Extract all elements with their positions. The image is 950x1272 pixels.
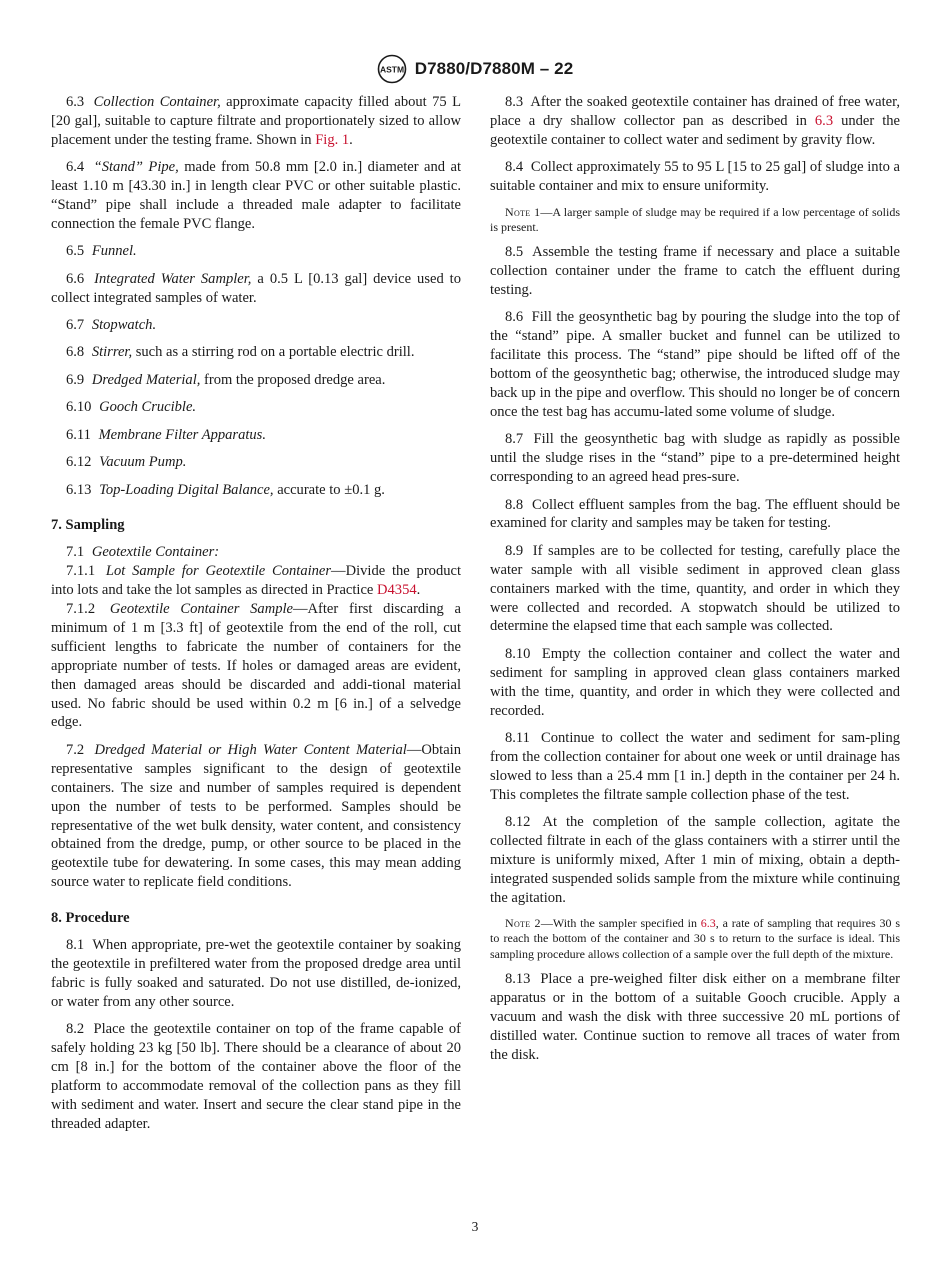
document-designation: D7880/D7880M – 22 — [414, 59, 574, 78]
section-7-1-1: 7.1.1 Lot Sample for Geotextile Container—Divide the product into lots and take the lot samples as directed in Practice D4354. — [51, 563, 461, 599]
fig-1-link[interactable]: Fig. 1 — [315, 131, 350, 148]
section-heading-procedure: 8. Procedure — [51, 910, 130, 927]
logo-text: ASTM — [379, 64, 404, 75]
astm-logo-icon — [377, 54, 407, 84]
section-6-3: 6.3 Collection Container, approximate capacity filled about 75 L [20 gal], suitable to capture filtrate and proportionately sized to allow placement under the testing frame. Shown in Fig. 1. — [51, 94, 462, 148]
section-8-8: 8.8 Collect effluent samples from the bag. The effluent should be examined for clarity and samples may be taken for testing. — [490, 496, 900, 532]
section-7-1: 7.1 Geotextile Container: — [66, 544, 220, 561]
section-6-11: 6.11 Membrane Filter Apparatus. — [66, 426, 266, 443]
section-8-1: 8.1 When appropriate, pre-wet the geotextile container by soaking the geotextile in prefiltered water from the proposed dredge area until fabric is fully soaked and saturated. Do not use distilled, de-ionized, or water from any other source. — [51, 937, 462, 1010]
page-number: 3 — [471, 1219, 479, 1234]
section-heading-sampling: 7. Sampling — [51, 517, 125, 534]
section-6-13: 6.13 Top-Loading Digital Balance, accurate to ±0.1 g. — [66, 481, 385, 498]
section-6-6: 6.6 Integrated Water Sampler, a 0.5 L [0.13 gal] device used to collect integrated samples of water. — [51, 270, 461, 306]
section-6-7: 6.7 Stopwatch. — [66, 317, 157, 334]
page-header — [0, 52, 950, 86]
note-2-section-6-3-link[interactable]: 6.3 — [700, 916, 716, 931]
section-8-10: 8.10 Empty the collection container and collect the water and sediment for sampling in approved clean glass containers marked with the time, quantity, and order in which they were collected and recorded. — [490, 645, 900, 719]
right-column — [490, 93, 900, 1073]
section-6-4: 6.4 “Stand” Pipe, made from 50.8 mm [2.0 in.] diameter and at least 1.10 m [43.30 in.] in length clear PVC or other suitable plastic. “Stand” pipe shall include a threaded male adapter to facilitate connection the female PVC flange. — [51, 159, 461, 232]
section-8-7: 8.7 Fill the geosynthetic bag with sludge as rapidly as possible until the sludge rises in the “stand” pipe to a pre-determined height corresponding to an agreed head pres-sure. — [490, 431, 900, 486]
section-8-4: 8.4 Collect approximately 55 to 95 L [15 to 25 gal] of sludge into a suitable container and mix to ensure uniformity. — [490, 159, 900, 195]
left-column — [51, 93, 461, 1142]
section-8-6: 8.6 Fill the geosynthetic bag by pouring the sludge into the top of the “stand” pipe. A smaller bucket and funnel can be utilized to facilitate this process. The “stand” pipe should be lifted off of the bottom of the geosynthetic bag; otherwise, the introduced sludge may back up in the pipe and overflow. This should no longer be of concern once the test bag has accumu-lated some volume of sludge. — [490, 309, 900, 420]
section-8-12: 8.12 At the completion of the sample collection, agitate the collected filtrate in each of the glass containers with a stirrer until the mixture is uniformly mixed, After 1 min of mixing, obtain a depth-integrated suspended solids sample from the mixture while continuing the agitation. — [490, 814, 900, 906]
section-6-3-link[interactable]: 6.3 — [814, 112, 834, 129]
section-8-3: 8.3 After the soaked geotextile container has drained of free water, place a dry shallow collector pan as described in 6.3 under the geotextile container to collect water and sediment by gravity flow. — [490, 94, 901, 148]
section-8-11: 8.11 Continue to collect the water and sediment for sam-pling from the collection container for about one week or until drainage has slowed to less than a 25.4 mm [1 in.] depth in the container per 24 h. This completes the filtrate sample collection phase of the test. — [490, 729, 900, 803]
section-6-9: 6.9 Dredged Material, from the proposed dredge area. — [66, 371, 386, 388]
section-8-9: 8.9 If samples are to be collected for testing, carefully place the water sample with all visible sediment in approved clean glass containers marked with the time, quantity, and order in which they were collected and recorded. A stopwatch should be utilized to determine the elapsed time that each sample was collected. — [490, 542, 900, 635]
note-1: Note 1—A larger sample of sludge may be required if a low percentage of solids is present. — [490, 204, 900, 234]
note-2: Note 2—With the sampler specified in 6.3, a rate of sampling that requires 30 s to reach the bottom of the container and 30 s to return to the surface is ideal. This sampling procedure allows collection of a sample over the full depth of the mixture. — [490, 916, 900, 961]
d4354-link[interactable]: D4354 — [377, 582, 417, 599]
section-7-2: 7.2 Dredged Material or High Water Content Material—Obtain representative samples significant to the design of geotextile containers. The size and number of samples required is dependent upon the number of tests to be performed. Samples should be representative of the wet bulk density, water content, and consistency obtained from the dredge, pump, or other source to be placed in the geotextile tube for dewatering. In some cases, this may mean adding source water to replicate field conditions. — [51, 741, 461, 891]
section-8-13: 8.13 Place a pre-weighed filter disk either on a membrane filter apparatus or in the bottom of a suitable Gooch crucible. Apply a vacuum and wash the disk with three successive 20 mL portions of distilled water. Continue suction to remove all traces of water from the disk. — [490, 971, 900, 1063]
section-6-8: 6.8 Stirrer, such as a stirring rod on a portable electric drill. — [66, 344, 415, 361]
section-6-10: 6.10 Gooch Crucible. — [66, 399, 197, 416]
section-6-5: 6.5 Funnel. — [66, 243, 137, 260]
section-7-1-2: 7.1.2 Geotextile Container Sample—After first discarding a minimum of 1 m [3.3 ft] of geotextile from the end of the roll, cut sufficient lengths to fabricate the number of containers for the appropriate number of tests. If holes or damaged areas are evident, then damaged areas should be discarded and addi-tional material used. No fabric should be used within 0.2 m [6 in.] of a selvedge edge. — [51, 601, 461, 731]
section-8-5: 8.5 Assemble the testing frame if necessary and place a suitable collection container under the frame to catch the effluent during testing. — [490, 244, 900, 298]
section-6-12: 6.12 Vacuum Pump. — [66, 454, 187, 471]
section-8-2: 8.2 Place the geotextile container on top of the frame capable of safely holding 23 kg [50 lb]. There should be a clearance of about 20 cm [8 in.] for the bottom of the container above the floor of the platform to accommodate removal of the collection pans as they fill with sediment and water. Insert and secure the clear stand pipe in the threaded adapter. — [51, 1021, 461, 1132]
